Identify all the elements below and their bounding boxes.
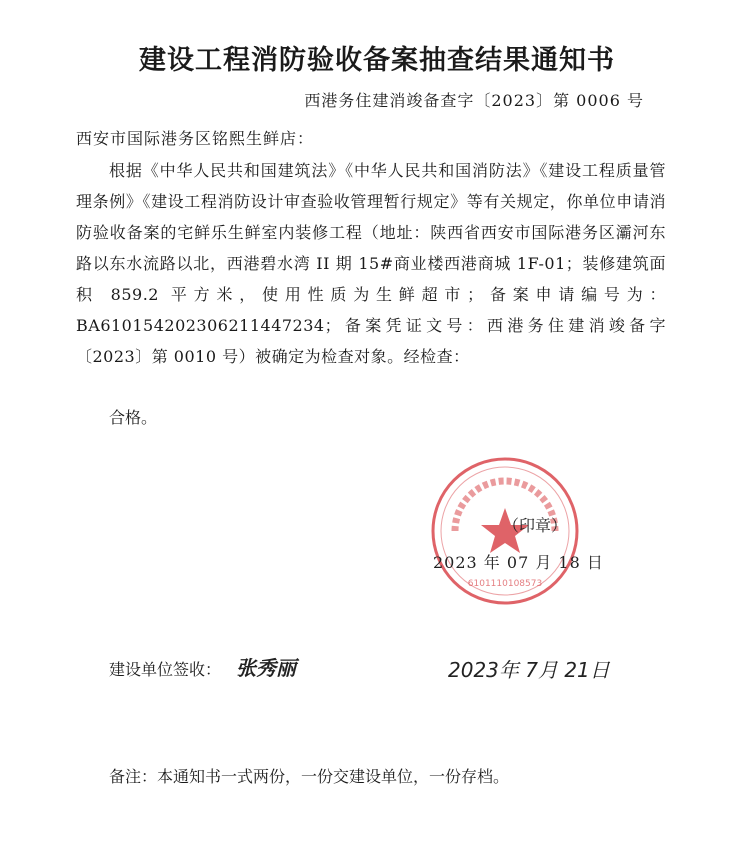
body-paragraph: 根据《中华人民共和国建筑法》《中华人民共和国消防法》《建设工程质量管理条例》《建设工程消防设计审查验收管理暂行规定》等有关规定，你单位申请消防验收备案的宅鲜乐生鲜室内装修工程（地址：陕西省西安市国际港务区灞河东路以东水流路以北，西港碧水湾 II 期 15#商业楼西港商城 1F-01；装修建筑面积 859.2 平方米，使用性质为生鲜超市；备案申请编号为：BA610154202306211447234；备案凭证文号：西港务住建消竣备字〔2023〕第 0010 号）被确定为检查对象。经检查： bbox=[76, 161, 666, 366]
handwritten-signature: 张秀丽 bbox=[236, 656, 296, 680]
inspection-result: 合格。 bbox=[109, 408, 158, 427]
addressee: 西安市国际港务区铭熙生鲜店： bbox=[76, 129, 315, 148]
document-title: 建设工程消防验收备案抽查结果通知书 bbox=[139, 45, 615, 76]
seal-code-text: 6101110108573 bbox=[467, 579, 543, 589]
seal-label: （印章） bbox=[503, 516, 568, 535]
handwritten-sign-date: 2023年 7月 21日 bbox=[448, 658, 610, 682]
seal-date: 2023 年 07 月 18 日 bbox=[433, 553, 604, 572]
remark-note: 备注：本通知书一式两份，一份交建设单位，一份存档。 bbox=[109, 767, 510, 786]
document-number: 西港务住建消竣备查字〔2023〕第 0006 号 bbox=[304, 91, 644, 110]
sign-label: 建设单位签收： bbox=[109, 660, 222, 679]
